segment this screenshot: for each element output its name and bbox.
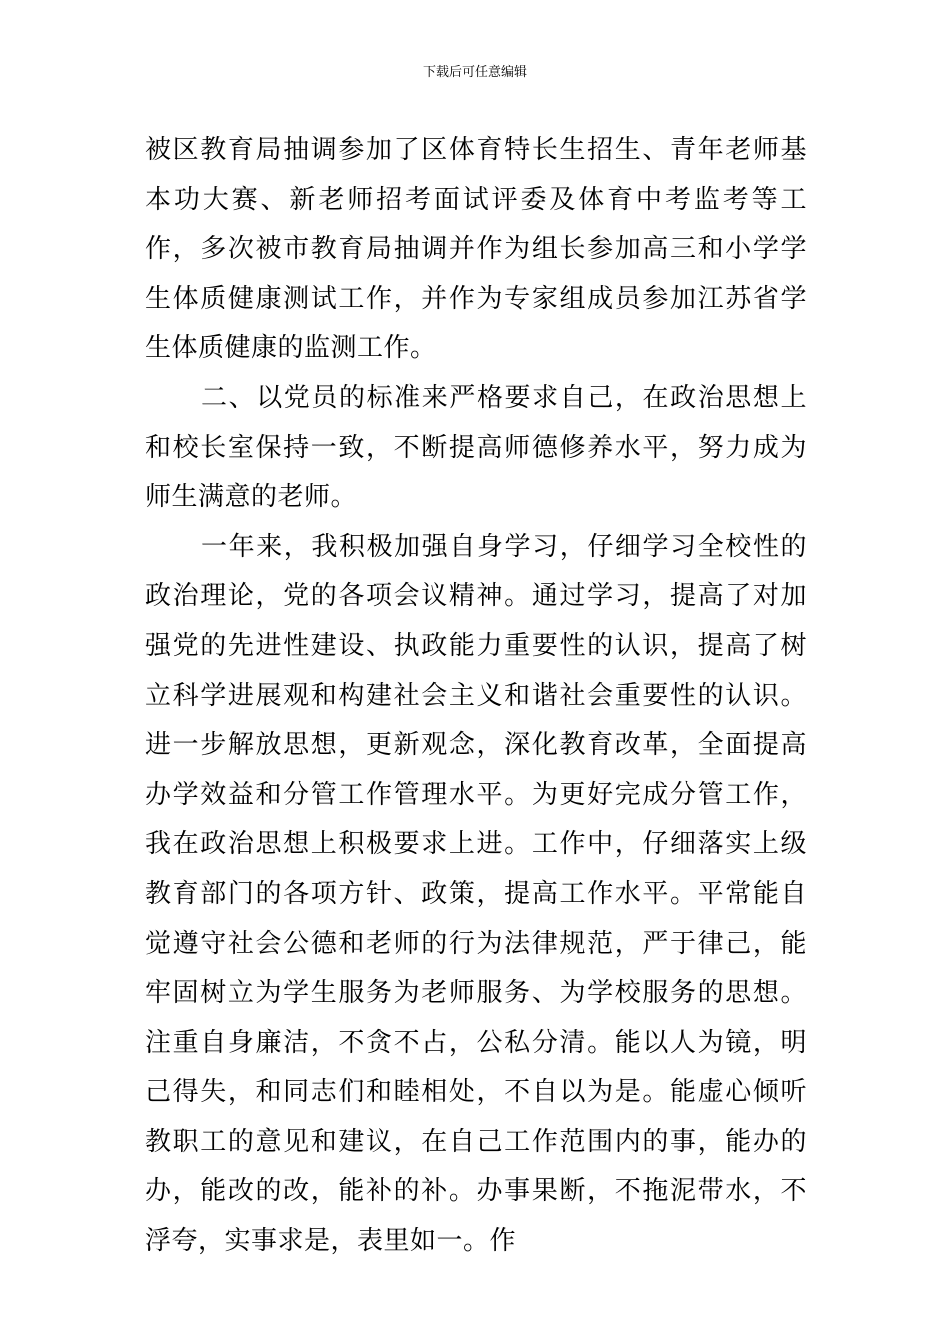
paragraph-continuation: 被区教育局抽调参加了区体育特长生招生、青年老师基本功大赛、新老师招考面试评委及体育中考监考等工作，多次被市教育局抽调并作为组长参加高三和小学学生体质健康测试工作，并作为专家组成员参加江苏省学生体质健康的监测工作。 [145, 135, 807, 364]
page-header: 下载后可任意编辑 [422, 65, 527, 80]
paragraph-section-two: 二、以党员的标准来严格要求自己，在政治思想上和校长室保持一致，不断提高师德修养水平，努力成为师生满意的老师。 [145, 382, 807, 513]
document-body [145, 126, 807, 1267]
paragraph-self-study: 一年来，我积极加强自身学习，仔细学习全校性的政治理论，党的各项会议精神。通过学习，提高了对加强党的先进性建设、执政能力重要性的认识，提高了树立科学进展观和构建社会主义和谐社会重要性的认识。进一步解放思想，更新观念，深化教育改革，全面提高办学效益和分管工作管理水平。为更好完成分管工作，我在政治思想上积极要求上进。工作中，仔细落实上级教育部门的各项方针、政策，提高工作水平。平常能自觉遵守社会公德和老师的行为法律规范，严于律己，能牢固树立为学生服务为老师服务、为学校服务的思想。注重自身廉洁，不贪不占，公私分清。能以人为镜，明己得失，和同志们和睦相处，不自以为是。能虚心倾听教职工的意见和建议，在自己工作范围内的事，能办的办，能改的改，能补的补。办事果断，不拖泥带水，不浮夸，实事求是，表里如一。作 [145, 531, 807, 1257]
